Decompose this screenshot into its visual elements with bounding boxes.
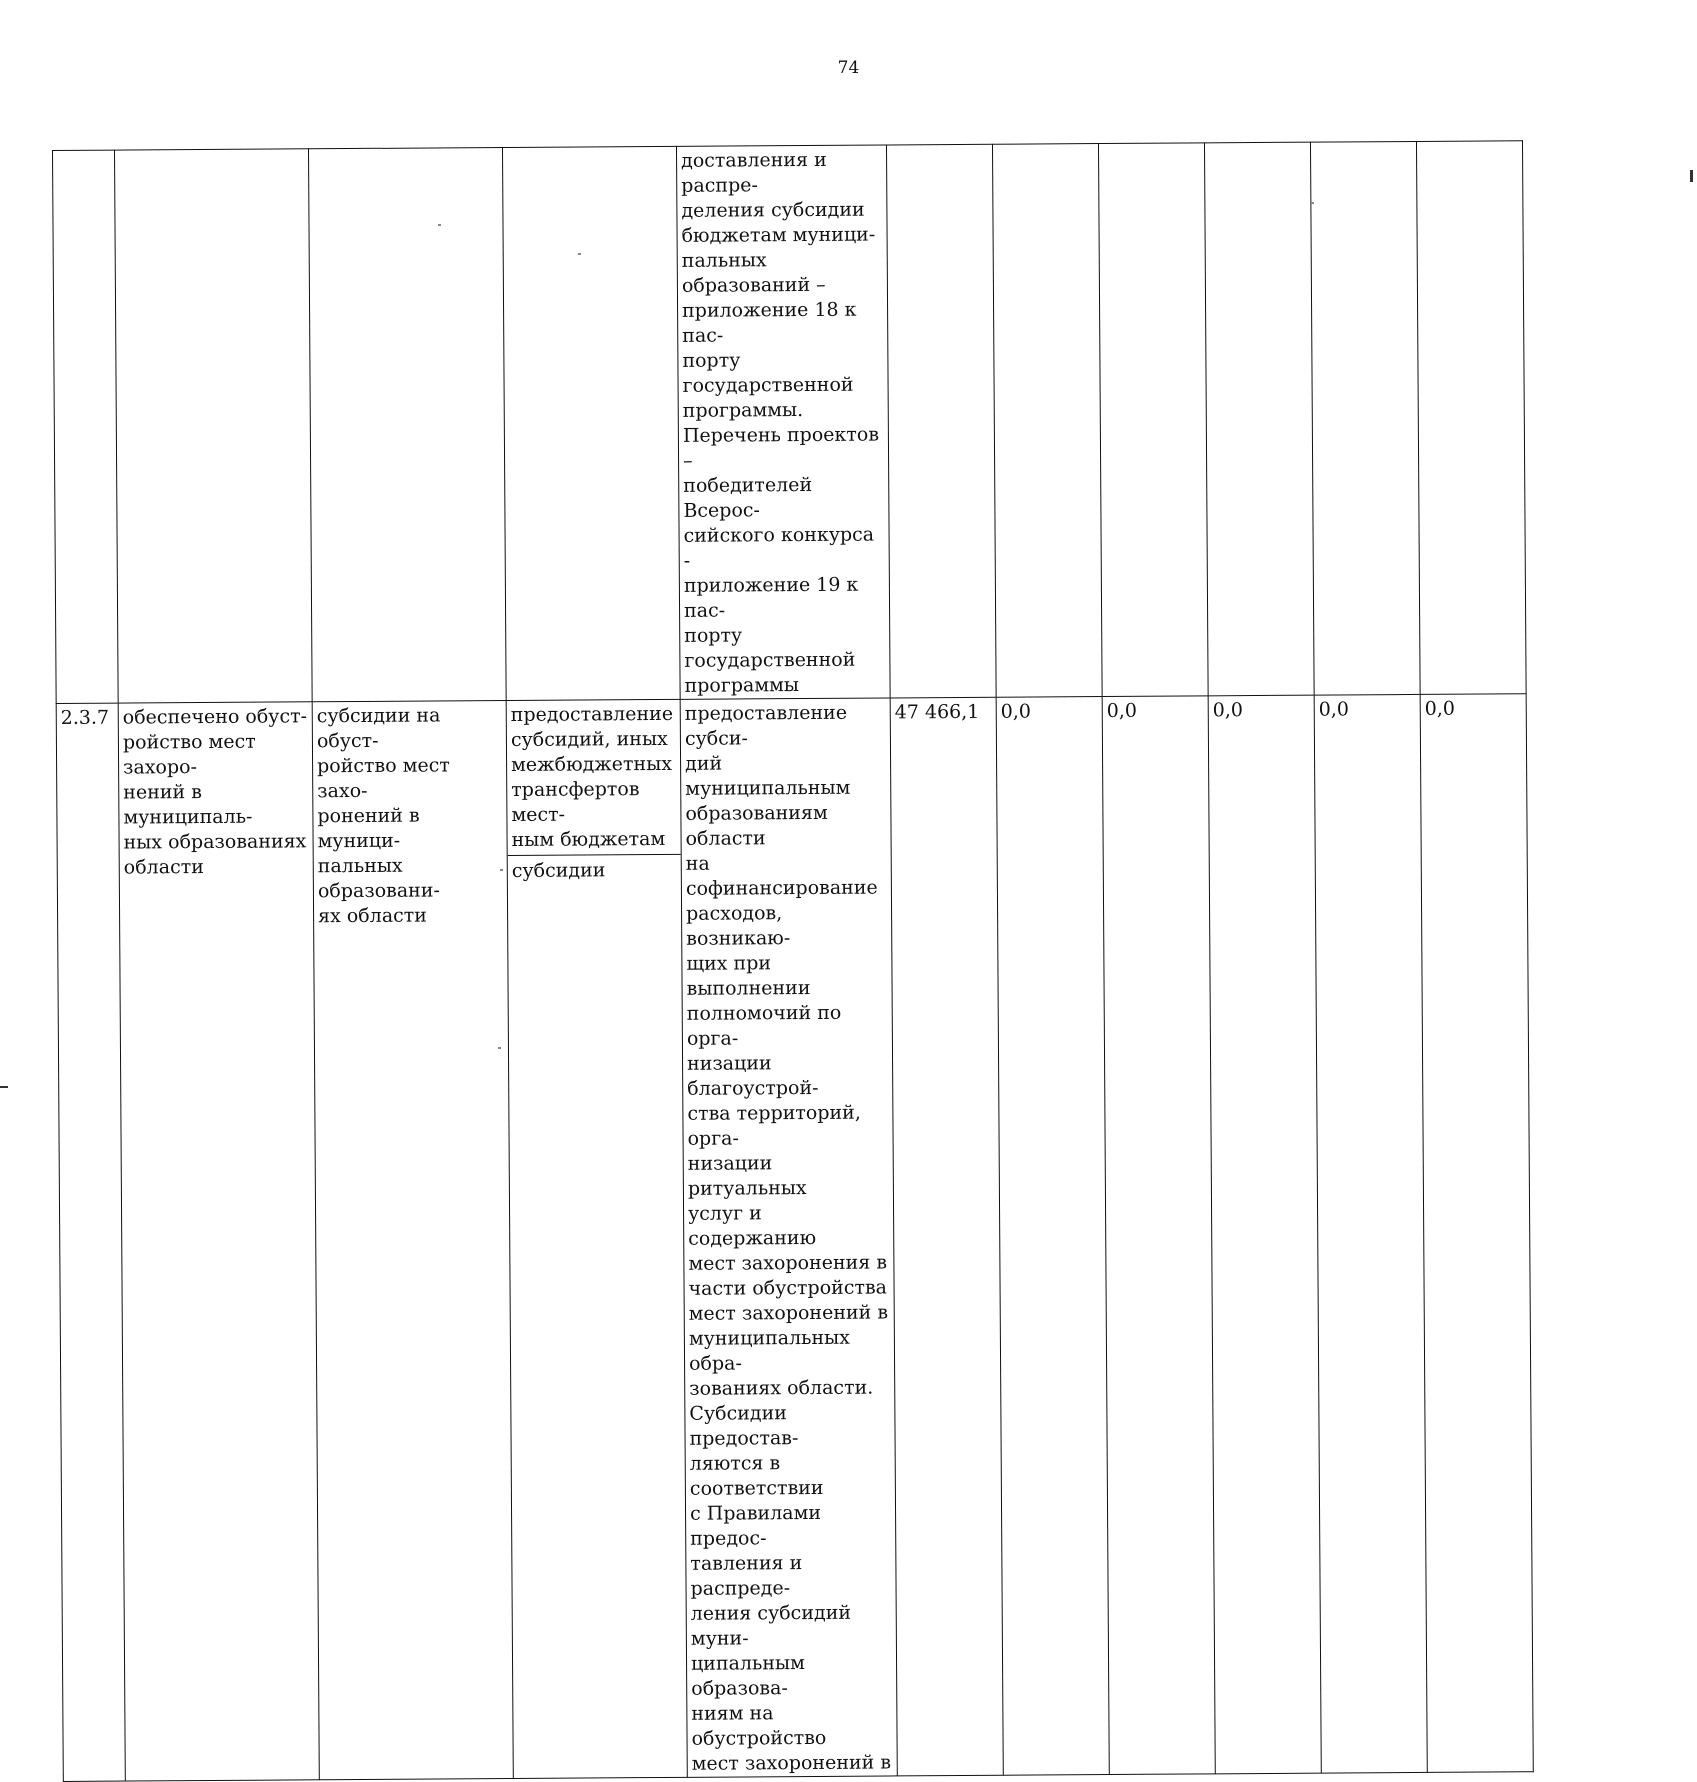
scan-speck [1311,202,1314,204]
mechanism-cell [506,699,687,1778]
amount-cell [1310,141,1420,695]
scan-speck [500,869,503,871]
code-cell [53,150,119,703]
margin-mark [1690,170,1693,182]
amount-cell: 0,0 [1102,696,1215,1775]
mechanism-subtype: субсидии [511,859,606,882]
description-cell: предоставление субси- дий муниципальным образованиям области на софинансирование расходов, возникаю- щих при выполнении полномочий по орга- низации благоустрой- ства территорий, орга- низации ритуальных услуг и содержанию мест захоронения в части обустройства мест захоронений в муниципальных обра- зованиях области. Субсидии предостав- ляются в соответствии с Правилами предос- тавления и распреде- ления субсидий муни- ципальным образова- ниям на обустройство мест захоронений в [680,698,897,1777]
amount-cell [1204,142,1314,696]
scan-speck [438,224,441,226]
amount-cell [886,144,996,698]
table-row [56,694,1533,1782]
amount-cell [1098,143,1208,697]
table-row [53,141,1527,704]
result-cell: обеспечено обуст- ройство мест захоро- нений в муниципаль- ных образованиях области [118,702,319,1781]
amount-cell: 0,0 [996,697,1109,1776]
amount-cell: 47 466,1 [890,697,1003,1776]
scan-speck [578,253,581,255]
mechanism-cell [502,146,680,700]
result-cell [115,149,313,703]
margin-mark [0,1086,8,1088]
measure-cell [308,148,506,702]
scan-speck [498,1047,501,1049]
amount-cell [1416,141,1526,695]
page-number: 74 [837,58,860,78]
amount-cell: 0,0 [1420,694,1533,1773]
amount-cell: 0,0 [1208,695,1321,1774]
mechanism-type: предоставление субсидий, иных межбюджетных трансфертов мест- ным бюджетам [507,702,681,856]
measure-cell: субсидии на обуст- ройство мест захо- ронений в муници- пальных образовани- ях области [312,701,513,1780]
amount-cell [992,144,1102,698]
code-cell: 2.3.7 [56,703,125,1781]
description-cell: доставления и распре- деления субсидии бюджетам муници- пальных образований – приложение 18 к пас- порту государственной программы. Перечень проектов – победителей Всерос- сийского конкурса - приложение 19 к пас- порту государственной программы [676,145,890,699]
amount-cell: 0,0 [1314,694,1427,1773]
program-measures-table [52,140,1534,1782]
